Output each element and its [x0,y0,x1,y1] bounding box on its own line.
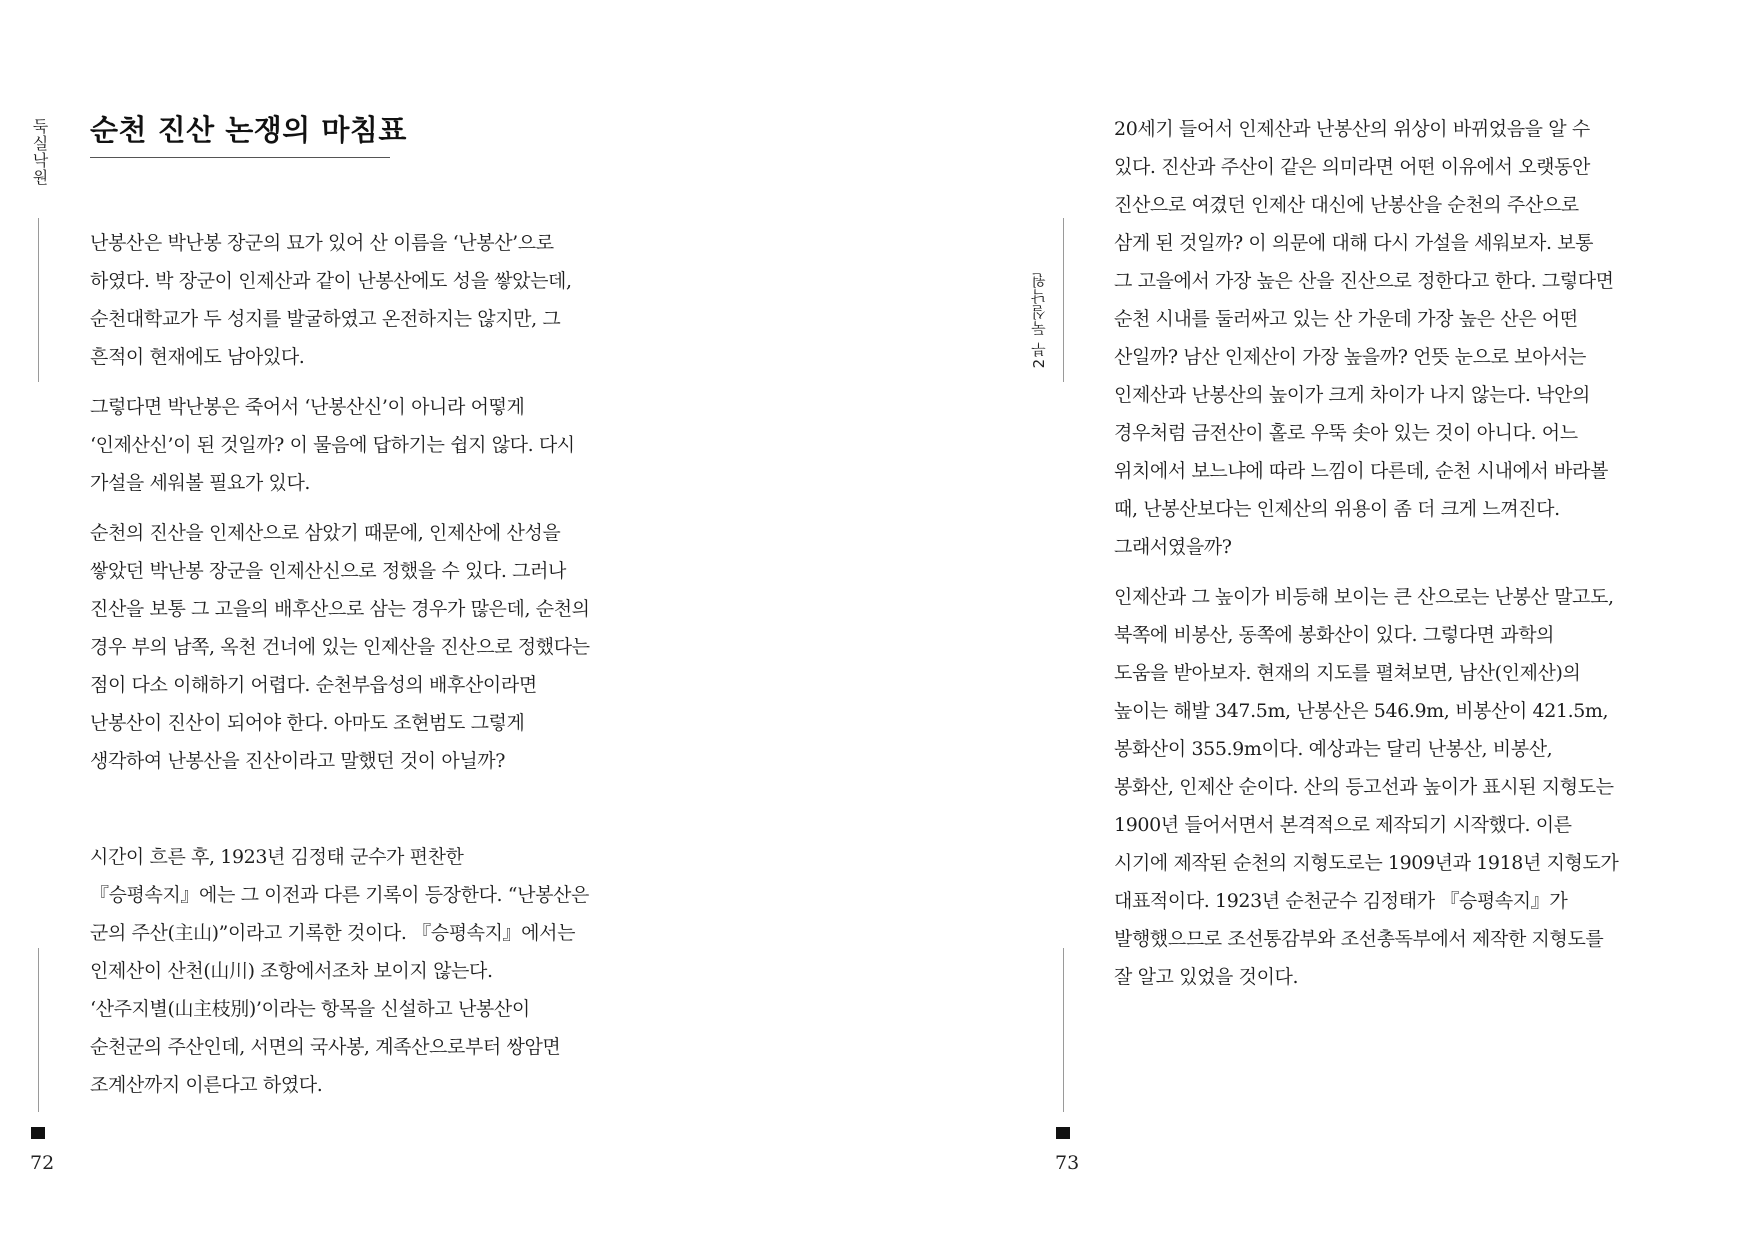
paragraph: 20세기 들어서 인제산과 난봉산의 위상이 바뀌었음을 알 수 있다. 진산과 주산이 같은 의미라면 어떤 이유에서 오랫동안 진산으로 여겼던 인제산 대신에 난봉산을 순천의 주산으로 삼게 된 것일까? 이 의문에 대해 다시 가설을 세워보자. 보통 그 고을에서 가장 높은 산을 진산으로 정한다고 한다. 그렇다면 순천 시내를 둘러싸고 있는 산 가운데 가장 높은 산은 어떤 산일까? 남산 인제산이 가장 높을까? 언뜻 눈으로 보아서는 인제산과 난봉산의 높이가 크게 차이가 나지 않는다. 낙안의 경우처럼 금전산이 홀로 우뚝 솟아 있는 것이 아니다. 어느 위치에서 보느냐에 따라 느낌이 다른데, 순천 시내에서 바라볼 때, 난봉산보다는 인제산의 위용이 좀 더 크게 느껴진다. 그래서였을까? [1114,118,1614,558]
paragraph: 시간이 흐른 후, 1923년 김정태 군수가 편찬한 『승평속지』에는 그 이전과 다른 기록이 등장한다. “난봉산은 군의 주산(主山)”이라고 기록한 것이다. 『승평속지』에서는 인제산이 산천(山川) 조항에서조차 보이지 않는다. ‘산주지별(山主枝別)’이라는 항목을 신설하고 난봉산이 순천군의 주산인데, 서면의 국사봉, 계족산으로부터 쌍암면 조계산까지 이른다고 하였다. [90,846,589,1096]
right-margin-line-bottom [1063,948,1064,1112]
right-body [1114,110,1694,1008]
right-page [875,0,1749,1241]
left-body-top [90,224,650,792]
page-number: 73 [1055,1152,1080,1174]
left-page [0,0,874,1241]
page-number: 72 [30,1152,55,1174]
title-underline [90,157,390,158]
right-margin-line-top [1063,218,1064,382]
paragraph: 순천의 진산을 인제산으로 삼았기 때문에, 인제산에 산성을 쌓았던 박난봉 장군을 인제산신으로 정했을 수 있다. 그러나 진산을 보통 그 고을의 배후산으로 삼는 경우가 많은데, 순천의 경우 부의 남쪽, 옥천 건너에 있는 인제산을 진산으로 정했다는 점이 다소 이해하기 어렵다. 순천부읍성의 배후산이라면 난봉산이 진산이 되어야 한다. 아마도 조현범도 그렇게 생각하여 난봉산을 진산이라고 말했던 것이 아닐까? [90,522,590,772]
paragraph: 그렇다면 박난봉은 죽어서 ‘난봉산신’이 아니라 어떻게 ‘인제산신’이 된 것일까? 이 물음에 답하기는 쉽지 않다. 다시 가설을 세워볼 필요가 있다. [90,396,575,494]
right-running-title: 2부 둑실낙원 [1030,272,1048,369]
left-margin-line-bottom [38,948,39,1112]
page-marker [1056,1127,1070,1139]
left-margin-line-top [38,218,39,382]
page-title: 순천 진산 논쟁의 마침표 [90,113,407,147]
paragraph: 난봉산은 박난봉 장군의 묘가 있어 산 이름을 ‘난봉산’으로 하였다. 박 장군이 인제산과 같이 난봉산에도 성을 쌓았는데, 순천대학교가 두 성지를 발굴하였고 온전하지는 않지만, 그 흔적이 현재에도 남아있다. [90,232,572,368]
page-marker [31,1127,45,1139]
left-running-title: 둑실낙원 [30,118,49,186]
left-body-bottom [90,838,650,1116]
paragraph: 인제산과 그 높이가 비등해 보이는 큰 산으로는 난봉산 말고도, 북쪽에 비봉산, 동쪽에 봉화산이 있다. 그렇다면 과학의 도움을 받아보자. 현재의 지도를 펼쳐보면, 남산(인제산)의 높이는 해발 347.5m, 난봉산은 546.9m, 비봉산이 421.5m, 봉화산이 355.9m이다. 예상과는 달리 난봉산, 비봉산, 봉화산, 인제산 순이다. 산의 등고선과 높이가 표시된 지형도는 1900년 들어서면서 본격적으로 제작되기 시작했다. 이른 시기에 제작된 순천의 지형도로는 1909년과 1918년 지형도가 대표적이다. 1923년 순천군수 김정태가 『승평속지』가 발행했으므로 조선통감부와 조선총독부에서 제작한 지형도를 잘 알고 있었을 것이다. [1114,586,1619,988]
